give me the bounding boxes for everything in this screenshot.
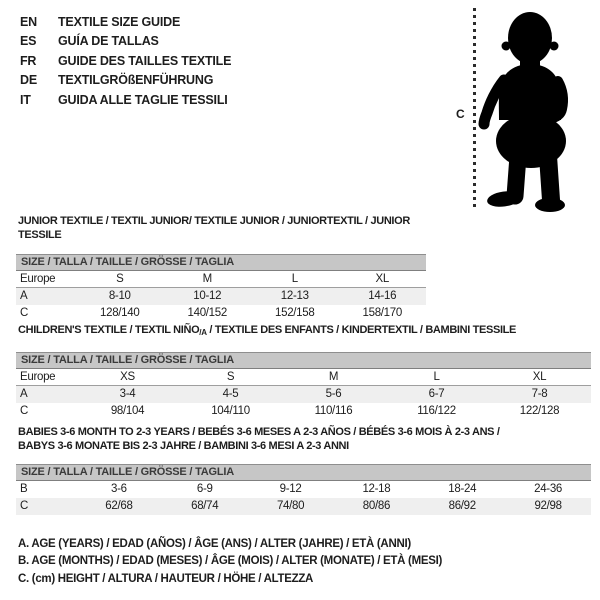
table-cell: L xyxy=(291,273,298,285)
language-title: GUIDE DES TAILLES TEXTILE xyxy=(58,53,232,68)
legend-height-cm: C. (cm) HEIGHT / ALTURA / HAUTEUR / HÖHE / ALTEZZA xyxy=(18,572,314,585)
row-label: Europe xyxy=(20,273,56,285)
table-row xyxy=(16,481,591,498)
table-row xyxy=(16,271,426,288)
table-cell: 12-18 xyxy=(362,483,391,495)
size-header-bar: SIZE / TALLA / TAILLE / GRÖSSE / TAGLIA xyxy=(16,464,591,481)
row-label: A xyxy=(20,290,28,302)
language-code: ES xyxy=(20,34,37,49)
table-row xyxy=(16,288,426,305)
table-row xyxy=(16,305,426,322)
children-textile-section xyxy=(16,323,591,420)
list-item xyxy=(20,52,231,71)
table-cell: 9-12 xyxy=(279,483,302,495)
table-title: JUNIOR TEXTILE / TEXTIL JUNIOR/ TEXTILE JUNIOR / JUNIORTEXTIL / JUNIOR TESSILE xyxy=(18,215,410,241)
babies-size-table xyxy=(16,481,591,515)
title-text: CHILDREN'S TEXTILE / TEXTIL NIÑO xyxy=(18,324,200,336)
row-label: A xyxy=(20,388,28,400)
height-measure-label: C xyxy=(456,107,465,121)
junior-textile-section xyxy=(16,214,426,322)
table-cell: 4-5 xyxy=(222,388,239,400)
table-cell: 18-24 xyxy=(448,483,477,495)
table-cell: 128/140 xyxy=(100,307,140,319)
table-cell: 8-10 xyxy=(108,290,131,302)
table-row xyxy=(16,498,591,515)
table-row xyxy=(16,386,591,403)
language-code: FR xyxy=(20,53,37,68)
table-cell: 12-13 xyxy=(280,290,309,302)
table-cell: 62/68 xyxy=(105,500,133,512)
row-label: C xyxy=(20,307,29,319)
table-cell: 122/128 xyxy=(519,405,560,417)
table-cell: 6-9 xyxy=(196,483,213,495)
language-code: EN xyxy=(20,15,37,29)
language-code: DE xyxy=(20,73,37,88)
table-cell: 3-4 xyxy=(119,388,136,400)
title-text: / TEXTILE DES ENFANTS / KINDERTEXTIL / BAMBINI TESSILE xyxy=(206,324,517,336)
table-cell: 74/80 xyxy=(276,500,305,512)
table-title xyxy=(18,323,591,340)
language-code: IT xyxy=(20,92,31,107)
title-subscript: /A xyxy=(199,328,207,337)
list-item xyxy=(20,91,231,110)
height-measure-dotted-line xyxy=(473,8,476,210)
table-cell: 68/74 xyxy=(191,500,219,512)
table-cell: S xyxy=(116,273,124,285)
legend-age-months: B. AGE (MONTHS) / EDAD (MESES) / ÂGE (MOIS) / ALTER (MONATE) / ETÀ (MESI) xyxy=(18,555,443,568)
table-cell: S xyxy=(226,371,235,383)
table-cell: M xyxy=(328,371,339,383)
table-title-line1: BABIES 3-6 MONTH TO 2-3 YEARS / BEBÉS 3-6 MESES A 2-3 AÑOS / BÉBÉS 3-6 MOIS À 2-3 ANS / xyxy=(18,426,500,438)
table-title-line2: BABYS 3-6 MONATE BIS 2-3 JAHRE / BAMBINI 3-6 MESI A 2-3 ANNI xyxy=(18,440,349,452)
table-cell: 6-7 xyxy=(428,388,445,400)
language-title: GUÍA DE TALLAS xyxy=(58,34,159,49)
table-row xyxy=(16,369,591,386)
list-item xyxy=(20,13,231,32)
table-cell: XS xyxy=(120,371,135,383)
measurement-legend xyxy=(18,536,442,588)
size-header-bar: SIZE / TALLA / TAILLE / GRÖSSE / TAGLIA xyxy=(16,254,426,271)
table-cell: 24-36 xyxy=(534,483,563,495)
language-title: TEXTILE SIZE GUIDE xyxy=(58,15,181,29)
table-cell: XL xyxy=(532,371,547,383)
toddler-silhouette-image xyxy=(478,8,596,212)
table-cell: 86/92 xyxy=(448,500,476,512)
row-label: Europe xyxy=(20,371,56,383)
row-label: B xyxy=(20,483,28,495)
table-cell: 5-6 xyxy=(325,388,342,400)
table-row xyxy=(16,403,591,420)
list-item xyxy=(20,71,231,90)
row-label: C xyxy=(20,500,29,512)
table-cell: XL xyxy=(375,273,389,285)
table-cell: 14-16 xyxy=(368,290,397,302)
row-label: C xyxy=(20,405,29,417)
table-cell: 3-6 xyxy=(111,483,127,495)
language-title: TEXTILGRÖßENFÜHRUNG xyxy=(58,73,214,88)
table-cell: M xyxy=(202,273,212,285)
junior-size-table xyxy=(16,271,426,322)
table-cell: 98/104 xyxy=(110,405,145,417)
language-title-list xyxy=(20,13,231,110)
table-cell: 104/110 xyxy=(211,405,250,417)
table-cell: 158/170 xyxy=(362,307,402,319)
list-item xyxy=(20,32,231,51)
table-cell: 140/152 xyxy=(187,307,227,319)
table-cell: 152/158 xyxy=(275,307,315,319)
table-cell: L xyxy=(433,371,440,383)
table-cell: 7-8 xyxy=(531,388,548,400)
size-header-bar: SIZE / TALLA / TAILLE / GRÖSSE / TAGLIA xyxy=(16,352,591,369)
table-cell: 116/122 xyxy=(417,405,456,417)
babies-textile-section xyxy=(16,425,591,515)
table-cell: 80/86 xyxy=(362,500,391,512)
language-title: GUIDA ALLE TAGLIE TESSILI xyxy=(58,92,228,107)
table-cell: 10-12 xyxy=(193,290,222,302)
legend-age-years: A. AGE (YEARS) / EDAD (AÑOS) / ÂGE (ANS) / ALTER (JAHRE) / ETÀ (ANNI) xyxy=(18,538,411,550)
children-size-table xyxy=(16,369,591,420)
table-cell: 110/116 xyxy=(314,405,353,417)
table-cell: 92/98 xyxy=(534,500,562,512)
